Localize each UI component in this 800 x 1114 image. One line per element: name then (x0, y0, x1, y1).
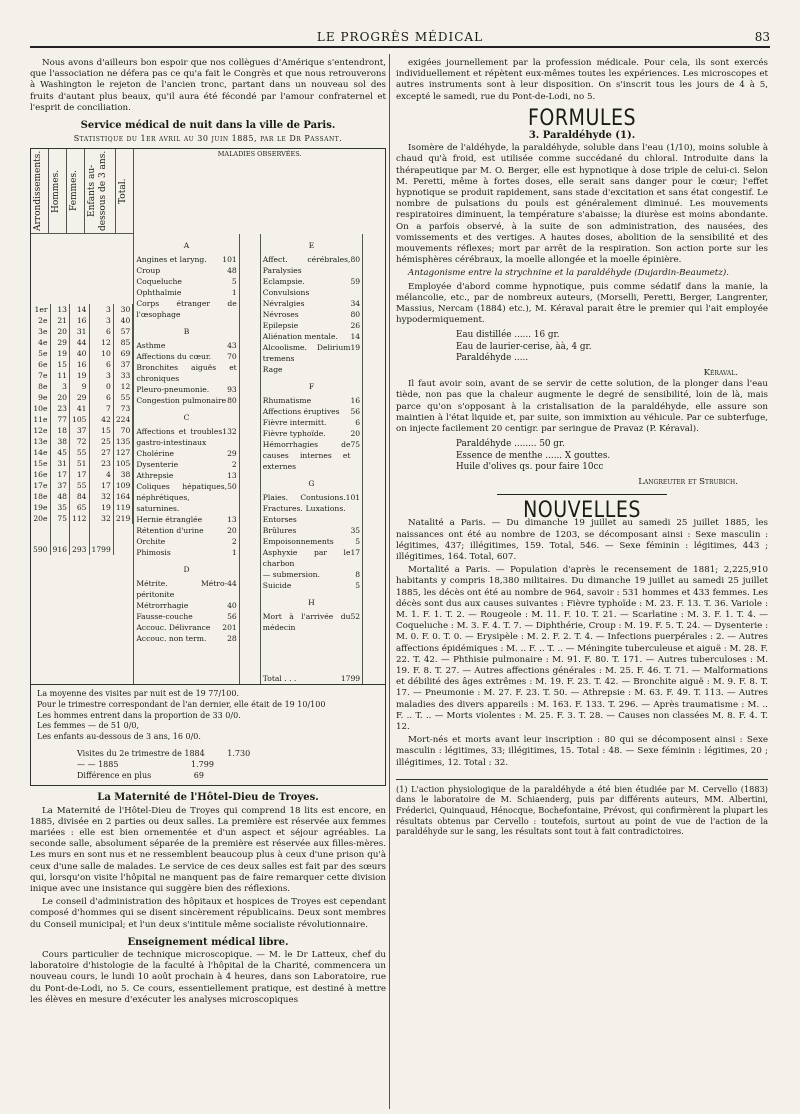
table-cell: 9e (31, 392, 50, 403)
grand-total: Total . . . 1799 (262, 673, 361, 683)
table-row (31, 403, 133, 414)
disease-item: Plaies. Contusions. Fractures. Luxations. Entorses 101 (262, 492, 361, 524)
table-cell: 18e (31, 491, 50, 502)
table-row (31, 425, 133, 436)
table-cell: 6 (89, 392, 113, 403)
table-cell: 135 (113, 436, 133, 447)
table-row (31, 304, 133, 315)
table-cell: 38 (113, 469, 133, 480)
table-row (31, 447, 133, 458)
table-row (31, 458, 133, 469)
table-cell: 77 (50, 414, 70, 425)
visits-label: Visites du 2e trimestre de 1884 (77, 748, 205, 758)
disease-item: Hernie étranglée 13 (136, 514, 237, 524)
table-cell: 45 (50, 447, 70, 458)
table-cell: 17e (31, 480, 50, 491)
table-cell: 19 (50, 348, 70, 359)
disease-item: Rétention d'urine 20 (136, 525, 237, 535)
table-cell: 17 (89, 480, 113, 491)
table-cell: 55 (113, 392, 133, 403)
disease-item: Névroses 80 (262, 309, 361, 319)
summary-line: Pour le trimestre correspondant de l'an dernier, elle était de 19 10/100 (37, 699, 326, 709)
page-number: 83 (754, 30, 770, 44)
table-cell: 8e (31, 381, 50, 392)
disease-item: Empoisonnements 5 (262, 536, 361, 546)
table-cell: 3e (31, 326, 50, 337)
group-letter: B (183, 326, 190, 336)
disease-item: Epilepsie 26 (262, 320, 361, 330)
recipe-ingredient: Eau de laurier-cerise, (456, 341, 553, 352)
table-cell: 29 (70, 392, 90, 403)
formules-paragraph: Il faut avoir soin, avant de se servir de cette solution, de la plonger dans l'eau tiède, non pas que la chaleur augmente le degré de sensibilité, loin de là, mais parce qu'on s'opposant à la cristalisation de la paraldéhyde, elle assure son maintien à l'état liquide et, par suite, son immixtion au véhicule. Par ce subterfuge, on injecte facilement 20 centigr. par seringue de Pravaz (P. Kéraval). (396, 379, 768, 435)
disease-item: Métrorrhagie 40 (136, 600, 237, 610)
journal-title: LE PROGRÈS MÉDICAL (316, 30, 484, 44)
recipe-ingredient: Huile d'olives qs. pour faire (456, 461, 580, 472)
table-cell: 11 (50, 370, 70, 381)
table-cell: 31 (50, 458, 70, 469)
table-row (31, 392, 133, 403)
group-letter: E (308, 240, 315, 250)
signature: Langreuter et Strubich. (638, 476, 738, 487)
disease-item: Mort à l'arrivée du médecin 52 (262, 611, 361, 632)
right-column (396, 58, 768, 837)
table-cell: 38 (50, 436, 70, 447)
table-cell: 16e (31, 469, 50, 480)
disease-item: Angines et laryng. 101 (136, 254, 237, 264)
disease-item: Coliques hépatiques, néphrétiques, saturnines. 50 (136, 481, 237, 513)
disease-item: Asphyxie par le charbon 17 (262, 547, 361, 568)
group-letter: F (308, 381, 315, 391)
table-cell: 590 (31, 524, 50, 555)
summary-line: Les hommes entrent dans la proportion de 33 0/0. (37, 710, 241, 720)
visits-label: Différence en plus (77, 770, 152, 780)
disease-item: Névralgies 34 (262, 298, 361, 308)
summary-line: Les femmes — de 51 0/0, (37, 721, 140, 731)
table-cell: 33 (113, 370, 133, 381)
disease-item: Affections et troubles gastro-intestinaux 132 (136, 426, 237, 447)
table-cell: 219 (113, 513, 133, 524)
table-cell: 5e (31, 348, 50, 359)
recipe-ingredient: Paraldéhyde (456, 352, 512, 363)
formules-heading: FORMULES (527, 105, 637, 131)
mortalite-paragraph: Mortalité a Paris. — Population d'après le recensement de 1881; 2,225,910 habitants y compris 18,380 militaires. Du dimanche 19 juillet au samedi 25 juillet 1885, les décès ont été au nombre de 964, savoir : 531 hommes et 433 femmes. Les décès sont dus aux causes suivantes : Fièvre typhoïde : M. 23. F. 13. T. 36. Variole : M. 1. F. 1. T. 2. — Rougeole : M. 11. F. 10. T. 21. — Scarlatine : M. 3. F. 1. T. 4. — Coqueluche : M. 3. F. 4. T. 7. — Diphthérie, Croup : M. 19. F. 5. T. 24. — Dysenterie : M. 0. F. 0. T. 0. — Erysipèle : M. 2. F. 2. T. 4. — Infections puerpérales : 2. — Autres affections épidémiques : M. .. F. .. T. .. — Méningite tuberculeuse et aiguë : M. 28. F. 22. T. 42. — Phthisie pulmonaire : M. 91. F. 80. T. 171. — Autres tuberculoses : M. 19. F. 8. T. 27. — Autres affections générales : M. 25. F. 46. T. 71. — Malformations et débilité des âges extrêmes : M. 19. F. 23. T. 42. — Bronchite aiguë : M. 9. F. 8. T. 17. — Pneumonie : M. 27. F. 23. T. 50. — Athrepsie : M. 63. F. 49. T. 113. — Autres maladies des divers appareils : M. 163. F. 133. T. 296. — Après traumatisme : M. .. F. .. T. .. — Morts violentes : M. 25. F. 3. T. 28. — Causes non classées M. 8. F. 4. T. 12. (396, 565, 768, 732)
maternite-paragraph: Le conseil d'administration des hôpitaux et hospices de Troyes est cependant composé d'hommes qui se disent sincèrement républicains. Deux sont membres du Conseil municipal; et l'un deux s'intitule même socialiste révolutionnaire. (30, 897, 386, 930)
table-cell: 37 (50, 480, 70, 491)
table-cell: 27 (89, 447, 113, 458)
nouvelles-heading: NOUVELLES (523, 497, 641, 523)
totals-row (31, 524, 133, 555)
natalite-paragraph: Natalité a Paris. — Du dimanche 19 juillet au samedi 25 juillet 1885, les naissances ont été au nombre de 1203, se décomposant ainsi : Sexe masculin : légitimes, 437; illégitimes, 159. Total, 546. — Sexe féminin : légitimes, 443 ; illégitimes, 164. Total, 607. (396, 518, 768, 562)
maladies-head: MALADIES OBSERVÉES. (217, 150, 302, 159)
table-cell: 3 (50, 381, 70, 392)
table-cell: 12 (89, 337, 113, 348)
recipe-ingredient: Eau distillée (456, 330, 512, 341)
table-cell: 20 (50, 392, 70, 403)
table-cell: 41 (70, 403, 90, 414)
table-cell: 37 (70, 425, 90, 436)
col-head: Arrondissements. (33, 151, 43, 232)
table-cell: 1er (31, 304, 50, 315)
recipe-ingredient: Essence de menthe (456, 450, 543, 461)
group-letter: A (183, 240, 190, 250)
signature: Kéraval. (703, 368, 738, 379)
disease-item: Métrite. Métro-péritonite 44 (136, 578, 237, 599)
summary-line: La moyenne des visites par nuit est de 19 77/100. (37, 688, 239, 698)
table-cell: 19 (70, 370, 90, 381)
table-cell: 17 (50, 469, 70, 480)
table-cell: 72 (70, 436, 90, 447)
table-cell: 37 (113, 359, 133, 370)
table-cell: 7e (31, 370, 50, 381)
maternite-title: La Maternité de l'Hôtel-Dieu de Troyes. (97, 792, 319, 804)
group-letter: H (308, 597, 315, 607)
disease-item: — submersion. 8 (262, 569, 361, 579)
disease-item: Bronchites aiguës et chroniques (136, 362, 237, 383)
disease-item: Pleuro-pneumonie. 93 (136, 384, 237, 394)
visits-value: 69 (193, 770, 204, 780)
table-cell: 51 (70, 458, 90, 469)
table-cell: 84 (70, 491, 90, 502)
table-row (31, 348, 133, 359)
table-cell: 69 (113, 348, 133, 359)
summary-line: Les enfants au-dessous de 3 ans, 16 0/0. (37, 732, 201, 742)
group-letter: D (183, 564, 190, 574)
table-cell: 112 (70, 513, 90, 524)
table-cell: 18 (50, 425, 70, 436)
recipe-quantity: àà, 4 gr. (555, 341, 592, 352)
disease-item: Suicide 5 (262, 580, 361, 590)
table-row (31, 370, 133, 381)
table-cell: 21 (50, 315, 70, 326)
table-cell: 19e (31, 502, 50, 513)
table-cell: 17 (70, 469, 90, 480)
disease-item: Fièvre intermitt. 6 (262, 417, 361, 427)
visits-label: — — 1885 (77, 759, 119, 769)
disease-item: Ophthalmie 1 (136, 287, 237, 297)
recipe-quantity: X gouttes. (564, 450, 611, 461)
table-cell: 6 (89, 326, 113, 337)
disease-item: Affections du cœur. 70 (136, 351, 237, 361)
table-cell: 15 (89, 425, 113, 436)
table-cell: 14 (70, 304, 90, 315)
table-cell: 12e (31, 425, 50, 436)
visits-value: 1.799 (191, 759, 214, 769)
disease-item: Rhumatisme 16 (262, 395, 361, 405)
statistics-table (30, 148, 386, 786)
table-cell: 0 (89, 381, 113, 392)
table-cell: 48 (50, 491, 70, 502)
table-cell: 44 (70, 337, 90, 348)
disease-item: Athrepsie 13 (136, 470, 237, 480)
table-cell: 31 (70, 326, 90, 337)
table-cell: 15e (31, 458, 50, 469)
table-cell: 3 (89, 370, 113, 381)
table-cell: 20e (31, 513, 50, 524)
recipe-quantity: 50 gr. (539, 439, 565, 450)
table-row (31, 491, 133, 502)
section-rule (497, 494, 667, 495)
table-row (31, 326, 133, 337)
table-cell: 15 (50, 359, 70, 370)
table-cell: 55 (70, 480, 90, 491)
table-cell: 3 (89, 304, 113, 315)
disease-item: Phimosis 1 (136, 547, 237, 557)
table-row (31, 480, 133, 491)
table-cell: 16 (70, 359, 90, 370)
table-cell: 32 (89, 513, 113, 524)
disease-item: Affect. cérébrales, Paralysies 80 (262, 254, 361, 275)
table-row (31, 337, 133, 348)
table-cell: 23 (89, 458, 113, 469)
disease-item: Brûlures 35 (262, 525, 361, 535)
table-cell: 42 (89, 414, 113, 425)
table-cell: 13e (31, 436, 50, 447)
table-row (31, 414, 133, 425)
summary-block (31, 684, 385, 785)
col-head: Total. (118, 178, 129, 205)
table-cell: 40 (70, 348, 90, 359)
disease-item: Fièvre typhoïde. 20 (262, 428, 361, 438)
table-cell: 9 (70, 381, 90, 392)
disease-item: Affections éruptives 56 (262, 406, 361, 416)
table-cell: 29 (50, 337, 70, 348)
recipe-ingredient: Paraldéhyde (456, 439, 512, 450)
table-row (31, 502, 133, 513)
footnote: (1) L'action physiologique de la paraldéhyde a été bien étudiée par M. Cervello (1883) dans le laboratoire de M. Schiaenderg, puis par différents auteurs, MM. Albertini, Fréderici, Quinquaud, Hénocque, Bochefontaine, Prévost, qui confirmèrent la plupart les résultats obtenus par Cervello : toutefois, surtout au point de vue de l'action de la paraldéhyde sur le sang, les résultats sont tout à fait contradictoires. (396, 779, 768, 837)
intro-paragraph: Nous avons d'ailleurs bon espoir que nos collègues d'Amérique s'entendront, que l'association ne défera pas ce qu'a fait le Congrès et que nous retrouverons à Washington le rejeton de l'ancien tronc, partant dans un nouveau sol des fruits d'autant plus beaux, qu'il aura été fécondé par l'amour confraternel et l'esprit de conciliation. (30, 58, 386, 113)
table-cell: 14e (31, 447, 50, 458)
left-column (30, 58, 386, 1008)
enseignement-title: Enseignement médical libre. (127, 936, 289, 948)
table-cell: 65 (70, 502, 90, 513)
disease-item: Accouc. non term. 28 (136, 633, 237, 643)
col-head: Enfants au-dessous de 3 ans. (87, 151, 109, 232)
table-cell: 20 (50, 326, 70, 337)
table-row (31, 315, 133, 326)
disease-item: Dysenterie 2 (136, 459, 237, 469)
table-cell: 105 (113, 458, 133, 469)
disease-item: Rage (262, 364, 283, 374)
disease-item: Accouc. Délivrance 201 (136, 622, 237, 632)
service-title: Service médical de nuit dans la ville de Paris. (80, 120, 336, 132)
table-cell: 11e (31, 414, 50, 425)
table-row (31, 513, 133, 524)
table-cell: 85 (113, 337, 133, 348)
disease-item: Orchite 2 (136, 536, 237, 546)
disease-item: Cholérine 29 (136, 448, 237, 458)
table-cell: 57 (113, 326, 133, 337)
formules-paragraph: Employée d'abord comme hypnotique, puis comme sédatif dans la manie, la mélancolie, etc., par de nombreux auteurs, (Morselli, Peretti, Berger, Langrenter, Massius, Nercam (1884) etc.), M. Kéraval parait être le premier qui l'ait employée hypodermiquement. (396, 281, 768, 326)
formules-paragraph: Antagonisme entre la strychnine et la paraldéhyde (Dujardin-Beaumetz). (408, 268, 730, 279)
table-row (31, 436, 133, 447)
table-cell: 6e (31, 359, 50, 370)
table-row (31, 469, 133, 480)
visits-block (77, 749, 379, 781)
table-cell: 40 (113, 315, 133, 326)
table-cell: 19 (89, 502, 113, 513)
disease-item: Eclampsie. Convulsions 59 (262, 276, 361, 297)
disease-item: Fausse-couche 56 (136, 611, 237, 621)
service-subtitle: Statistique du 1er avril au 30 juin 1885, par le Dr Passant. (73, 134, 343, 144)
table-cell: 32 (89, 491, 113, 502)
recipe-1: Eau distillée ...... 16 gr. Eau de laurier-cerise, àà, 4 gr. Paraldéhyde ..... (456, 330, 592, 363)
table-cell: 119 (113, 502, 133, 513)
table-cell: 2e (31, 315, 50, 326)
table-cell: 16 (70, 315, 90, 326)
enseignement-paragraph: Cours particulier de technique microscopique. — M. le Dr Latteux, chef du laboratoire d'histologie de la faculté à l'hôpital de la Charité, commencera un nouveau cours, le lundi 10 août prochain à 4 heures, dans son Laboratoire, rue du Pont-de-Lodi, no 5. Ce cours, essentiellement pratique, est destiné à mettre les élèves en mesure d'exécuter les analyses microscopiques (30, 949, 386, 1005)
recipe-quantity: 16 gr. (533, 330, 560, 341)
table-cell: 73 (113, 403, 133, 414)
table-row (31, 359, 133, 370)
table-cell: 109 (113, 480, 133, 491)
table-cell: 1799 (89, 524, 113, 555)
table-cell: 13 (50, 304, 70, 315)
table-cell: 4e (31, 337, 50, 348)
mortnes-paragraph: Mort-nés et morts avant leur inscription : 80 qui se décomposent ainsi : Sexe masculin : légitimes, 33; illégitimes, 15. Total : 48. — Sexe féminin : légitimes, 20 ; illégitimes, 12. Total : 32. (396, 735, 768, 768)
recipe-quantity: 10cc (582, 461, 604, 472)
formules-subheading: 3. Paraldéhyde (1). (528, 130, 636, 142)
group-letter: C (183, 412, 190, 422)
disease-item: Coqueluche 5 (136, 276, 237, 286)
table-cell: 75 (50, 513, 70, 524)
column-divider (389, 54, 390, 1109)
table-cell: 70 (113, 425, 133, 436)
table-cell: 4 (89, 469, 113, 480)
table-cell: 3 (89, 315, 113, 326)
table-cell: 293 (70, 524, 90, 555)
table-cell: 30 (113, 304, 133, 315)
col-head: Femmes. (69, 170, 80, 212)
table-cell: 55 (70, 447, 90, 458)
disease-item: Hémorrhagies de causes internes et externes 75 (262, 439, 361, 471)
disease-item: Aliénation mentale. 14 (262, 331, 361, 341)
table-cell: 127 (113, 447, 133, 458)
maternite-paragraph: La Maternité de l'Hôtel-Dieu de Troyes qui comprend 18 lits est encore, en 1885, divisée en 2 parties ou deux salles. La première est réservée aux femmes mariées : elle est bien ornementée et d'un aspect et séjour agréables. La seconde salle, absolument séparée de la première est réservée aux filles-mères. Les murs en sont nus et ne ressemblent beaucoup plus à ceux d'une prison qu'à ceux d'une salle de malades. Le service de ces deux salles est fait par des sœurs qui, lorsqu'on visite l'hôpital ne manquent pas de faire remarquer cette division inique avec une insistance qui suggère bien des réflexions. (30, 805, 386, 894)
table-row (31, 381, 133, 392)
table-cell: 10e (31, 403, 50, 414)
col-head: Hommes. (51, 169, 62, 213)
table-cell: 6 (89, 359, 113, 370)
table-cell: 7 (89, 403, 113, 414)
formules-paragraph: Isomère de l'aldéhyde, la paraldéhyde, soluble dans l'eau (1/10), moins soluble à chaud qu'à froid, est utilisée comme succédané du chloral. Introduite dans la thérapeutique par M. O. Berger, elle est hypnotique à dose triple de celui-ci. Selon M. Peretti, même à fortes doses, elle serait sans danger pour le cœur; l'effet hypnotique se produit rapidement, sans stade d'excitation et sans état congestif. Le nombre de pulsations du pouls est généralement diminué. Les mouvements respiratoires diminuent, la température s'abaisse; la diurèse est moins abondante. On a parfois observé, à la suite de son administration, des nausées, des vomissements et des vertiges. A hautes doses, abolition de la sensibilité et des mouvements réflexes; mort par arrêt de la respiration. Son action porte sur les hémisphères cérébraux, la moelle allongée et la moelle épinière. (396, 143, 768, 266)
table-cell: 25 (89, 436, 113, 447)
running-header (30, 28, 770, 48)
recipe-2: Paraldéhyde ........ 50 gr. Essence de menthe ...... X gouttes. Huile d'olives qs. pour faire 10cc (456, 439, 611, 472)
group-letter: G (308, 478, 315, 488)
disease-item: Asthme 43 (136, 340, 237, 350)
disease-item: Alcoolisme. Delirium tremens 19 (262, 342, 361, 363)
disease-item: Croup 48 (136, 265, 237, 275)
disease-item: Corps étranger de l'œsophage (136, 298, 237, 319)
table-cell: 916 (50, 524, 70, 555)
table-cell: 23 (50, 403, 70, 414)
continued-paragraph: exigées journellement par la profession médicale. Pour cela, ils sont exercés individuellement et répètent eux-mêmes toutes les expériences. Les microscopes et autres instruments sont à leur disposition. On s'inscrit tous les jours de 4 à 5, excepté le samedi, rue du Pont-de-Lodi, no 5. (396, 58, 768, 102)
table-cell: 105 (70, 414, 90, 425)
table-cell: 224 (113, 414, 133, 425)
disease-item: Congestion pulmonaire 80 (136, 395, 237, 405)
table-cell: 12 (113, 381, 133, 392)
table-cell: 35 (50, 502, 70, 513)
table-cell: 164 (113, 491, 133, 502)
visits-value: 1.730 (227, 748, 251, 758)
table-cell: 10 (89, 348, 113, 359)
